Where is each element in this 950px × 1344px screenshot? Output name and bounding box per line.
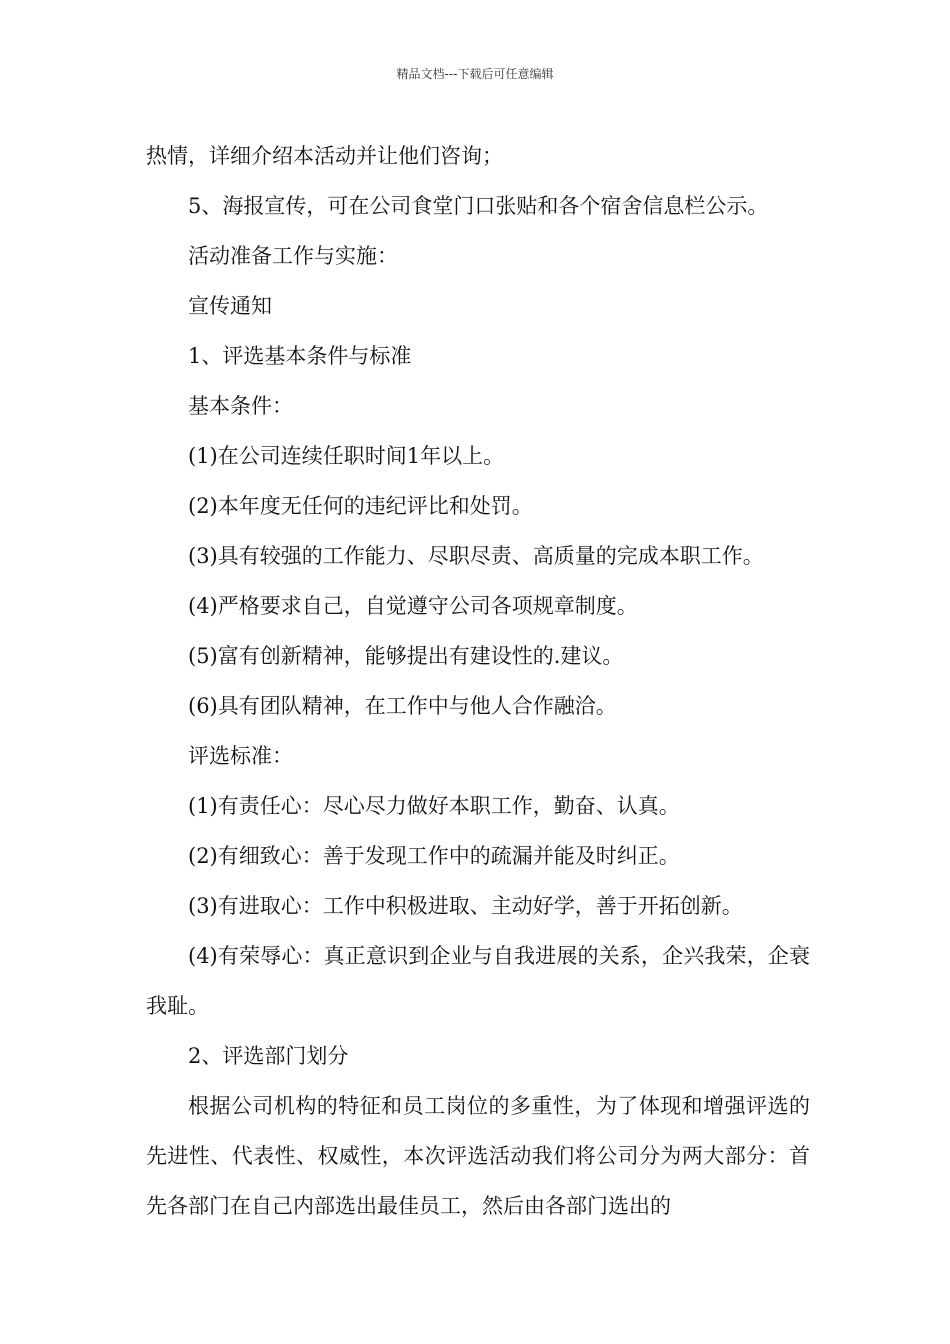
paragraph: 活动准备工作与实施：: [188, 244, 398, 268]
paragraph: (2)有细致心：善于发现工作中的疏漏并能及时纠正。: [188, 844, 680, 868]
paragraph: (4)严格要求自己，自觉遵守公司各项规章制度。: [188, 594, 638, 618]
paragraph: (6)具有团队精神，在工作中与他人合作融洽。: [188, 694, 617, 718]
document-body: [146, 131, 810, 1231]
paragraph: (1)在公司连续任职时间1年以上。: [188, 444, 505, 468]
paragraph: (1)有责任心：尽心尽力做好本职工作，勤奋、认真。: [188, 794, 680, 818]
paragraph: (2)本年度无任何的违纪评比和处罚。: [188, 494, 533, 518]
paragraph: 根据公司机构的特征和员工岗位的多重性，为了体现和增强评选的先进性、代表性、权威性，本次评选活动我们将公司分为两大部分：首先各部门在自己内部选出最佳员工，然后由各部门选出的: [146, 1094, 810, 1218]
paragraph: 评选标准：: [188, 744, 293, 768]
paragraph: 宣传通知: [188, 294, 272, 318]
paragraph: 基本条件：: [188, 394, 293, 418]
paragraph: (3)具有较强的工作能力、尽职尽责、高质量的完成本职工作。: [188, 544, 764, 568]
paragraph: 1、评选基本条件与标准: [188, 344, 412, 368]
page-header: 精品文档---下载后可任意编辑: [396, 67, 554, 81]
paragraph: 5、海报宣传，可在公司食堂门口张贴和各个宿舍信息栏公示。: [188, 194, 769, 218]
paragraph: (4)有荣辱心：真正意识到企业与自我进展的关系，企兴我荣，企衰我耻。: [146, 944, 810, 1018]
paragraph: 2、评选部门划分: [188, 1044, 349, 1068]
paragraph: (5)富有创新精神，能够提出有建设性的.建议。: [188, 644, 624, 668]
paragraph: 热情，详细介绍本活动并让他们咨询；: [146, 144, 503, 168]
paragraph: (3)有进取心：工作中积极进取、主动好学，善于开拓创新。: [188, 894, 743, 918]
